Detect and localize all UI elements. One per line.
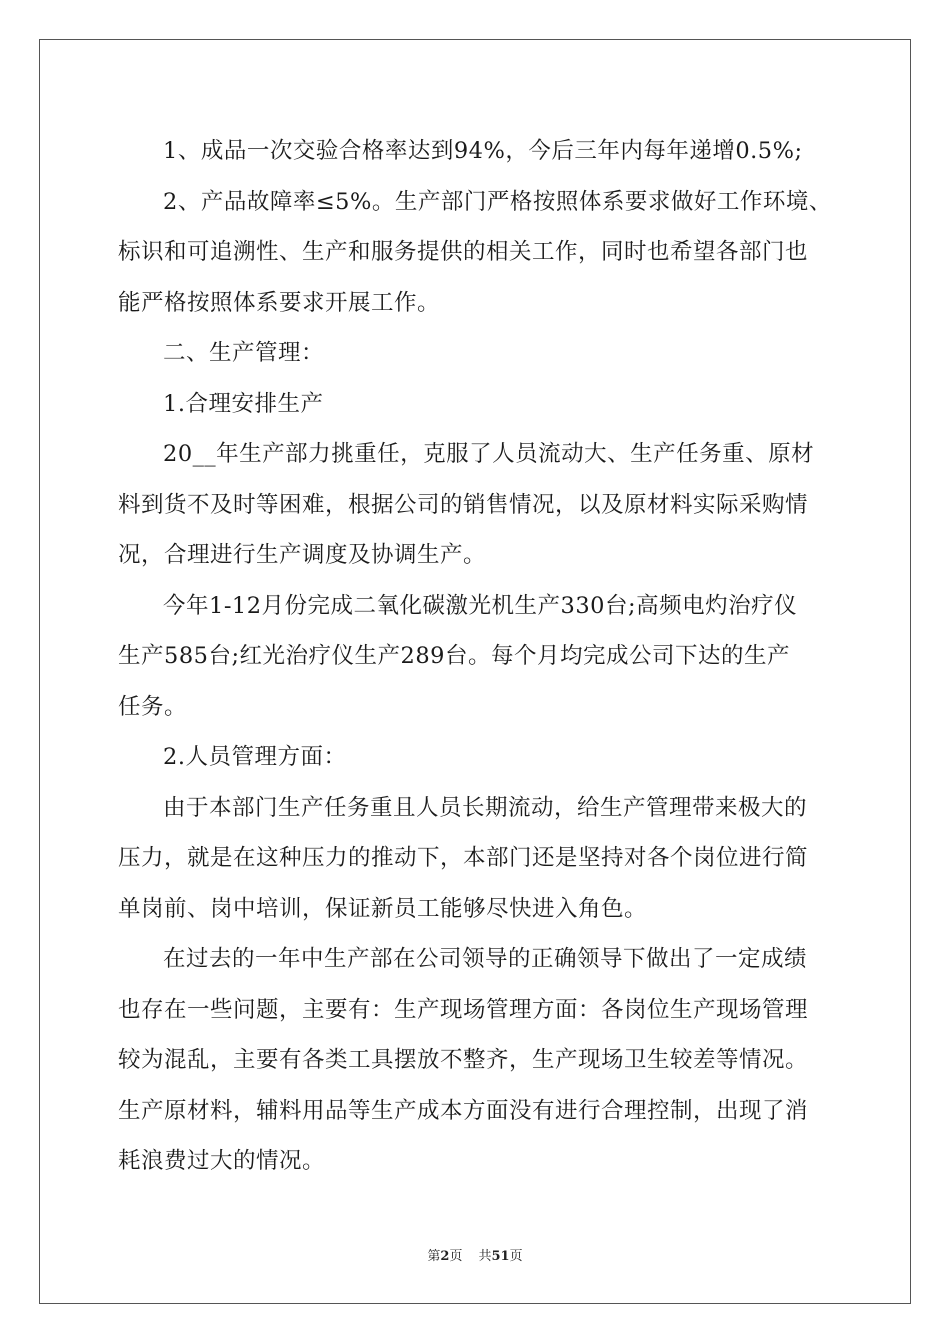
text-line: 今年1-12月份完成二氧化碳激光机生产330台;高频电灼治疗仪	[163, 592, 798, 619]
text-line: 压力，就是在这种压力的推动下，本部门还是坚持对各个岗位进行简	[118, 845, 809, 871]
page-number: 2	[440, 1249, 450, 1264]
page-footer	[0, 1245, 950, 1264]
total-pages: 51	[491, 1249, 510, 1264]
text-line: 二、生产管理：	[163, 340, 325, 366]
paragraph-problems	[118, 934, 838, 1187]
document-body	[118, 126, 838, 1187]
page-prefix: 第	[427, 1249, 441, 1264]
text-line: 生产585台;红光治疗仪生产289台。每个月均完成公司下达的生产	[118, 643, 790, 669]
text-line: 单岗前、岗中培训，保证新员工能够尽快进入角色。	[118, 895, 648, 922]
text-line: 况，合理进行生产调度及协调生产。	[118, 542, 487, 568]
text-line: 在过去的一年中生产部在公司领导的正确领导下做出了一定成绩	[163, 946, 808, 972]
text-line: 20__年生产部力挑重任，克服了人员流动大、生产任务重、原材	[163, 441, 815, 467]
text-line: 标识和可追溯性、生产和服务提供的相关工作，同时也希望各部门也	[118, 239, 809, 265]
text-line: 生产原材料，辅料用品等生产成本方面没有进行合理控制，出现了消	[118, 1097, 809, 1124]
paragraph-personnel-training	[118, 783, 838, 935]
total-suffix: 页	[509, 1249, 523, 1264]
paragraph-failure-rate	[118, 177, 838, 329]
page-suffix: 页	[449, 1249, 463, 1264]
text-line: 耗浪费过大的情况。	[118, 1148, 326, 1174]
text-line: 任务。	[118, 693, 188, 720]
text-line: 2.人员管理方面：	[163, 744, 347, 770]
text-line: 料到货不及时等困难，根据公司的销售情况，以及原材料实际采购情	[118, 491, 809, 518]
text-line: 1、成品一次交验合格率达到94%，今后三年内每年递增0.5%;	[163, 138, 803, 164]
text-line: 2、产品故障率≤5%。生产部门严格按照体系要求做好工作环境、	[163, 188, 832, 215]
total-prefix: 共	[478, 1249, 492, 1264]
section-heading-production-management	[118, 328, 838, 379]
text-line: 由于本部门生产任务重且人员长期流动，给生产管理带来极大的	[163, 794, 808, 821]
paragraph-output-figures	[118, 581, 838, 733]
paragraph-quality-rate	[118, 126, 838, 177]
subheading-arrange-production	[118, 379, 838, 430]
text-line: 较为混乱，主要有各类工具摆放不整齐，生产现场卫生较差等情况。	[118, 1047, 809, 1073]
text-line: 也存在一些问题，主要有：生产现场管理方面：各岗位生产现场管理	[118, 996, 809, 1023]
subheading-personnel-management	[118, 732, 838, 783]
text-line: 能严格按照体系要求开展工作。	[118, 289, 441, 316]
text-line: 1.合理安排生产	[163, 390, 324, 417]
paragraph-production-scheduling	[118, 429, 838, 581]
